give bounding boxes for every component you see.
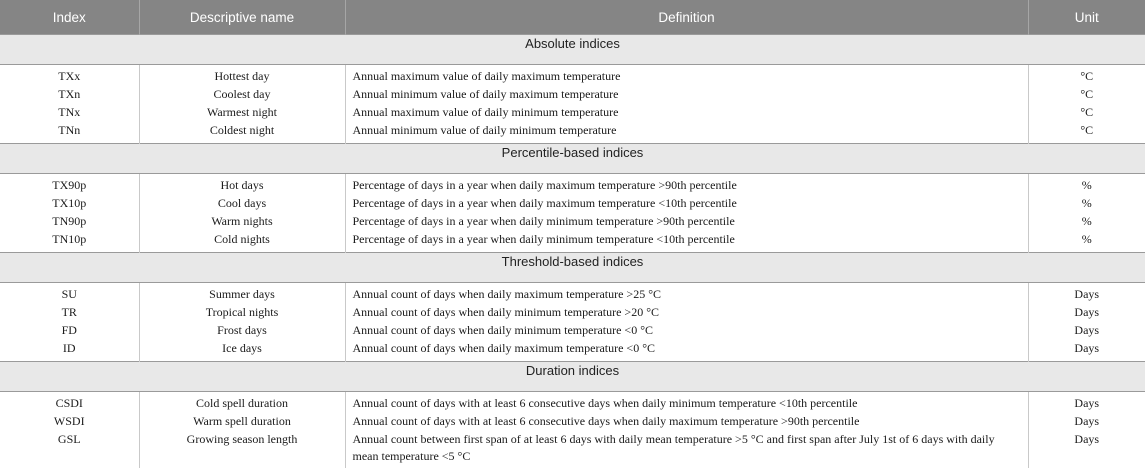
- name-cell: Warmest night: [139, 104, 345, 122]
- section-title: Percentile-based indices: [0, 144, 1145, 174]
- table-row: [0, 322, 1145, 340]
- table-row: [0, 413, 1145, 431]
- definition-cell: Percentage of days in a year when daily maximum temperature <10th percentile: [345, 195, 1028, 213]
- unit-cell: Days: [1074, 305, 1100, 319]
- definition-cell: Annual maximum value of daily minimum temperature: [345, 104, 1028, 122]
- definition-cell: Annual minimum value of daily minimum temperature: [345, 122, 1028, 144]
- index-cell: SU: [0, 283, 139, 305]
- unit-cell: %: [1081, 214, 1092, 228]
- table-row: [0, 283, 1145, 305]
- index-cell: CSDI: [0, 392, 139, 414]
- table-row: [0, 304, 1145, 322]
- definition-cell: Annual count of days when daily maximum temperature <0 °C: [345, 340, 1028, 362]
- name-cell: Coolest day: [139, 86, 345, 104]
- section-header-row: [0, 144, 1145, 174]
- definition-cell: Annual count between first span of at least 6 days with daily mean temperature >5 °C and first span after July 1st of 6 days with daily mean temperature <5 °C: [345, 431, 1028, 468]
- definition-cell: Annual maximum value of daily maximum temperature: [345, 65, 1028, 87]
- index-cell: TX10p: [0, 195, 139, 213]
- name-cell: Cold nights: [139, 231, 345, 253]
- name-cell: Frost days: [139, 322, 345, 340]
- name-cell: Summer days: [139, 283, 345, 305]
- unit-cell: Days: [1074, 287, 1100, 301]
- section-header-row: [0, 253, 1145, 283]
- name-cell: Growing season length: [139, 431, 345, 468]
- section-title: Duration indices: [0, 362, 1145, 392]
- index-cell: GSL: [0, 431, 139, 468]
- unit-cell: %: [1081, 178, 1092, 192]
- name-cell: Cold spell duration: [139, 392, 345, 414]
- name-cell: Tropical nights: [139, 304, 345, 322]
- definition-cell: Annual minimum value of daily maximum temperature: [345, 86, 1028, 104]
- name-cell: Ice days: [139, 340, 345, 362]
- name-cell: Cool days: [139, 195, 345, 213]
- unit-cell: °C: [1080, 69, 1094, 83]
- unit-cell: °C: [1080, 105, 1094, 119]
- index-cell: TR: [0, 304, 139, 322]
- index-cell: TX90p: [0, 174, 139, 196]
- definition-cell: Percentage of days in a year when daily minimum temperature >90th percentile: [345, 213, 1028, 231]
- definition-cell: Annual count of days with at least 6 consecutive days when daily maximum temperature >90th percentile: [345, 413, 1028, 431]
- table-row: [0, 340, 1145, 362]
- section-header-row: [0, 362, 1145, 392]
- section-header-row: [0, 35, 1145, 65]
- index-cell: TXx: [0, 65, 139, 87]
- table-row: [0, 104, 1145, 122]
- definition-cell: Percentage of days in a year when daily minimum temperature <10th percentile: [345, 231, 1028, 253]
- table-row: [0, 174, 1145, 196]
- table-row: [0, 231, 1145, 253]
- table-row: [0, 213, 1145, 231]
- name-cell: Hottest day: [139, 65, 345, 87]
- name-cell: Coldest night: [139, 122, 345, 144]
- header-index: Index: [0, 0, 139, 35]
- header-definition: Definition: [345, 0, 1028, 35]
- section-title: Threshold-based indices: [0, 253, 1145, 283]
- table-row: [0, 86, 1145, 104]
- definition-cell: Percentage of days in a year when daily maximum temperature >90th percentile: [345, 174, 1028, 196]
- table-row: [0, 195, 1145, 213]
- definition-cell: Annual count of days when daily minimum temperature >20 °C: [345, 304, 1028, 322]
- name-cell: Warm nights: [139, 213, 345, 231]
- table-row: [0, 122, 1145, 144]
- unit-cell: Days: [1074, 414, 1100, 428]
- unit-cell: Days: [1074, 341, 1100, 355]
- header-descriptive-name: Descriptive name: [139, 0, 345, 35]
- unit-cell: Days: [1074, 396, 1100, 410]
- index-cell: TNx: [0, 104, 139, 122]
- table-header-row: [0, 0, 1145, 35]
- header-unit: Unit: [1028, 0, 1145, 35]
- unit-cell: Days: [1074, 323, 1100, 337]
- table-row: [0, 392, 1145, 414]
- index-cell: ID: [0, 340, 139, 362]
- unit-cell: %: [1081, 196, 1092, 210]
- index-cell: FD: [0, 322, 139, 340]
- definition-cell: Annual count of days when daily maximum temperature >25 °C: [345, 283, 1028, 305]
- index-cell: WSDI: [0, 413, 139, 431]
- name-cell: Hot days: [139, 174, 345, 196]
- index-cell: TNn: [0, 122, 139, 144]
- definition-cell: Annual count of days with at least 6 consecutive days when daily minimum temperature <10th percentile: [345, 392, 1028, 414]
- name-cell: Warm spell duration: [139, 413, 345, 431]
- unit-cell: %: [1081, 232, 1092, 246]
- unit-cell: °C: [1080, 123, 1094, 137]
- index-cell: TN10p: [0, 231, 139, 253]
- index-cell: TN90p: [0, 213, 139, 231]
- section-title: Absolute indices: [0, 35, 1145, 65]
- table-row: [0, 431, 1145, 468]
- definition-cell: Annual count of days when daily minimum temperature <0 °C: [345, 322, 1028, 340]
- index-cell: TXn: [0, 86, 139, 104]
- unit-cell: °C: [1080, 87, 1094, 101]
- table-row: [0, 65, 1145, 87]
- unit-cell: Days: [1074, 432, 1100, 446]
